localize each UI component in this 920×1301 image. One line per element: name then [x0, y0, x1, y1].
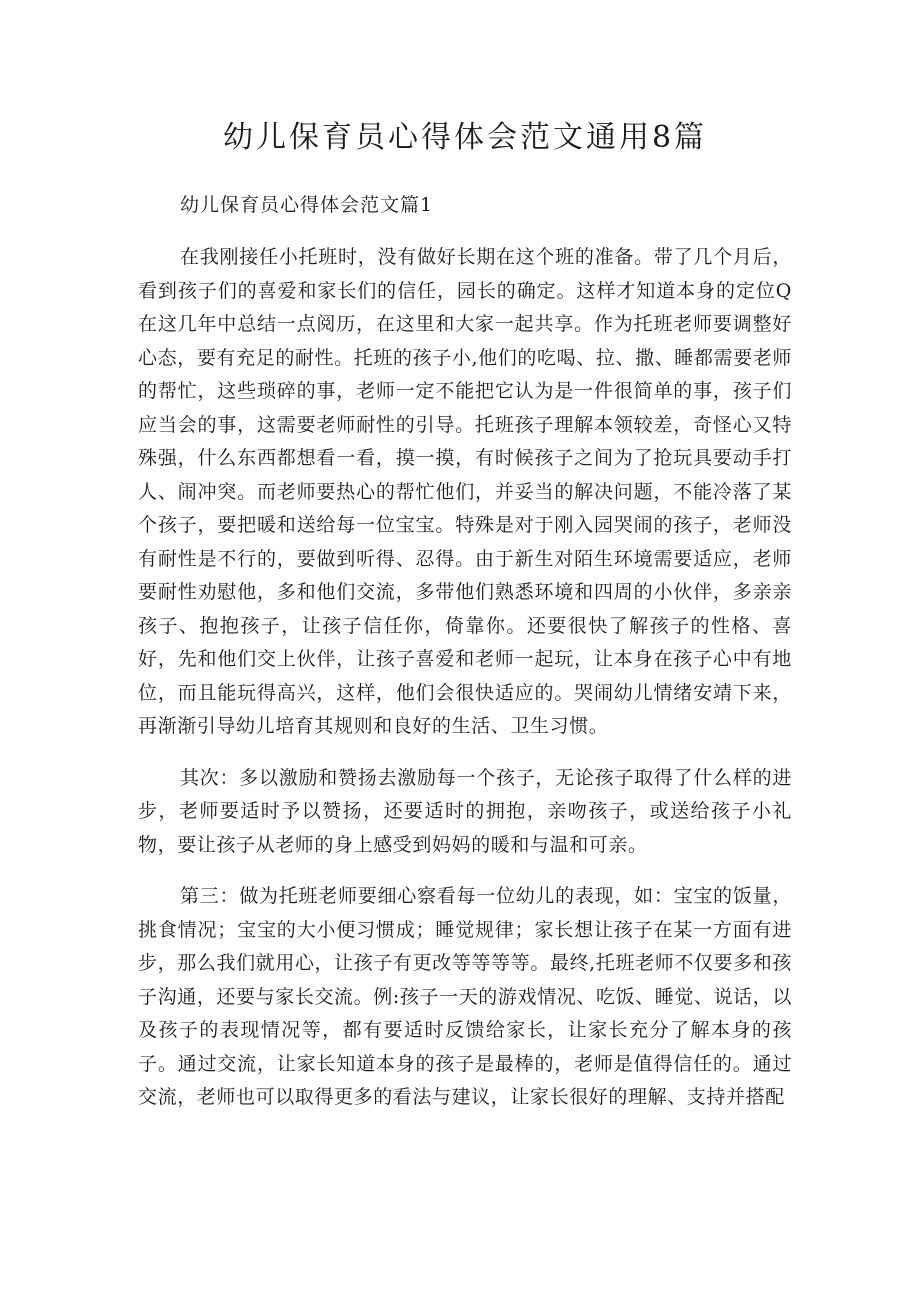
paragraph-1: 在我刚接任小托班时，没有做好长期在这个班的准备。带了几个月后，看到孩子们的喜爱和家长们的信任，园长的确定。这样才知道本身的定位Q在这几年中总结一点阅历，在这里和大家一起共享。作为托班老师要调整好心态，要有充足的耐性。托班的孩子小,他们的吃喝、拉、撒、睡都需要老师的帮忙，这些琐碎的事，老师一定不能把它认为是一件很简单的事，孩子们应当会的事，这需要老师耐性的引导。托班孩子理解本领较差，奇怪心又特殊强，什么东西都想看一看，摸一摸，有时候孩子之间为了抢玩具要动手打人、闹冲突。而老师要热心的帮忙他们，并妥当的解决问题，不能冷落了某个孩子，要把暖和送给每一位宝宝。特殊是对于刚入园哭闹的孩子，老师没有耐性是不行的，要做到听得、忍得。由于新生对陌生环境需要适应，老师要耐性劝慰他，多和他们交流，多带他们熟悉环境和四周的小伙伴，多亲亲孩子、抱抱孩子，让孩子信任你，倚靠你。还要很快了解孩子的性格、喜好，先和他们交上伙伴，让孩子喜爱和老师一起玩，让本身在孩子心中有地位，而且能玩得高兴，这样，他们会很快适应的。哭闹幼儿情绪安靖下来，再渐渐引导幼儿培育其规则和良好的生活、卫生习惯。 — [138, 246, 792, 737]
section-subheading: 幼儿保育员心得体会范文篇1 — [180, 194, 434, 216]
paragraph-3: 第三：做为托班老师要细心察看每一位幼儿的表现，如：宝宝的饭量，挑食情况；宝宝的大小便习惯成；睡觉规律；家长想让孩子在某一方面有进步，那么我们就用心，让孩子有更改等等等等。最终,托班老师不仅要多和孩子沟通，还要与家长交流。例:孩子一天的游戏情况、吃饭、睡觉、说话，以及孩子的表现情况等，都有要适时反馈给家长，让家长充分了解本身的孩子。通过交流，让家长知道本身的孩子是最棒的，老师是值得信任的。通过交流，老师也可以取得更多的看法与建议，让家长很好的理解、支持并搭配 — [138, 885, 792, 1108]
paragraph-2: 其次：多以激励和赞扬去激励每一个孩子，无论孩子取得了什么样的进步，老师要适时予以赞扬，还要适时的拥抱，亲吻孩子，或送给孩子小礼物，要让孩子从老师的身上感受到妈妈的暖和与温和可亲。 — [138, 766, 792, 856]
document-title: 幼儿保育员心得体会范文通用8篇 — [222, 120, 708, 155]
